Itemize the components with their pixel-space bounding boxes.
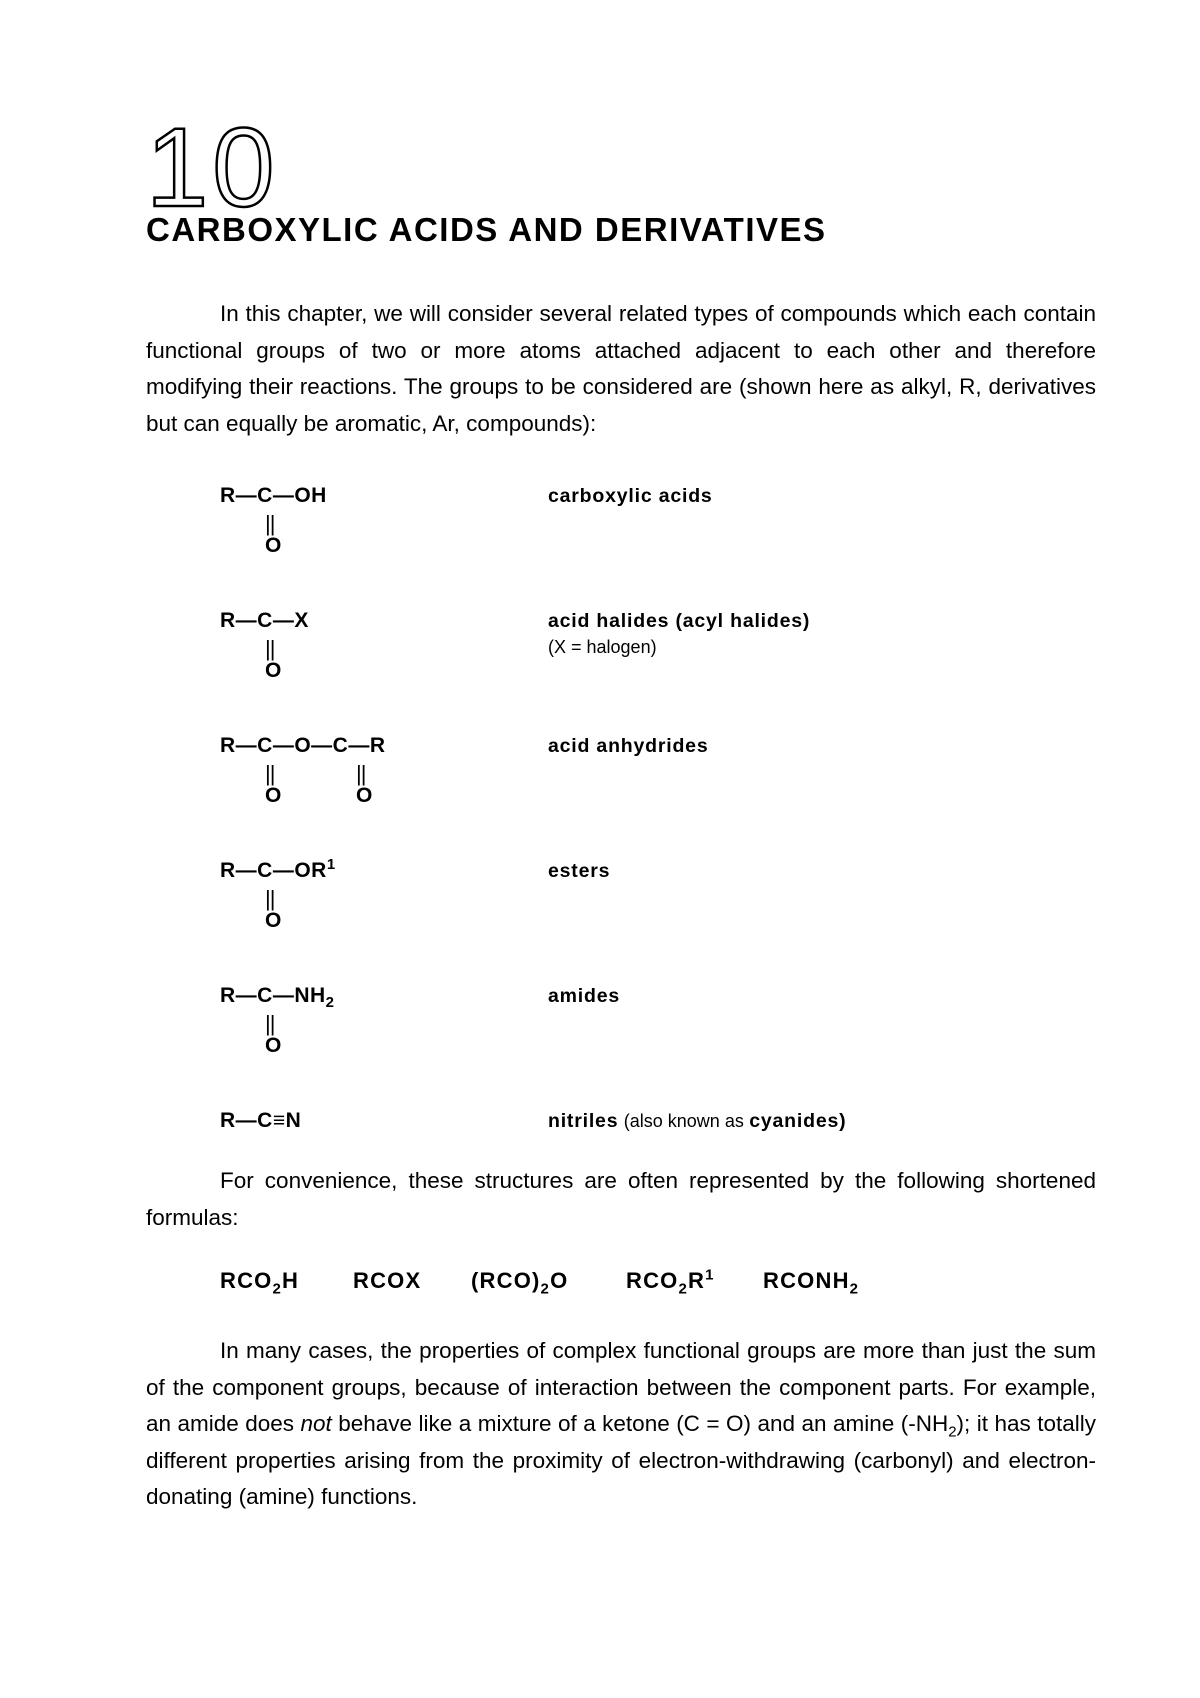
structure-formula: $R—C—OR^1$ — [220, 856, 336, 882]
carbonyl-oxygen: O — [265, 909, 282, 932]
compound-class-name: acid halides (acyl halides) — [548, 610, 811, 632]
label-carboxylic-acids — [548, 487, 713, 507]
double-bond: || — [265, 761, 275, 786]
double-bond: || — [265, 636, 275, 661]
structure-nitrile — [220, 1110, 301, 1131]
formula-acid-halide: RCOX — [353, 1268, 422, 1293]
structure-formula: R—C≡N — [220, 1109, 302, 1132]
compound-class-name: esters — [548, 860, 611, 882]
formula-acid-anhydride: $(RCO)_2O$ — [471, 1268, 569, 1298]
structure-acid-anhydride — [220, 734, 386, 807]
compound-class-alt-name: cyanides) — [749, 1110, 847, 1132]
compound-class-name: carboxylic acids — [548, 485, 713, 507]
carbonyl-oxygen: O — [265, 659, 282, 682]
formula-carboxylic-acid: $RCO_2H$ — [220, 1268, 300, 1298]
double-bond-2: || — [356, 761, 366, 786]
carbonyl-oxygen-2: O — [356, 784, 373, 807]
label-acid-anhydrides — [548, 737, 708, 757]
double-bond: || — [265, 886, 275, 911]
structure-carboxylic-acid — [220, 484, 327, 557]
structure-amide — [220, 984, 335, 1057]
structure-acid-halide — [220, 609, 309, 682]
formula-superscript: 1 — [326, 856, 336, 873]
compound-class-name: acid anhydrides — [548, 735, 709, 757]
structure-formula: R—C—O—C—R — [220, 734, 386, 757]
structure-formula: R—C—X — [220, 609, 309, 632]
convenience-paragraph: For convenience, these structures are often represented by the following shortened formulas: — [146, 1168, 1096, 1230]
properties-paragraph: In many cases, the properties of complex functional groups are more than just the sum of the component groups, because of interaction between the component parts. For example, an amide does not behave like a mixture of a ketone (C = O) and an amine $(-NH_2)$; it has totally different properties arising from the proximity of electron-withdrawing (carbonyl) and electron-donating (amine) functions. — [146, 1338, 1096, 1509]
double-bond: || — [265, 511, 275, 536]
chapter-number: 10 — [146, 105, 279, 230]
compound-class-aside: (also known as — [623, 1111, 744, 1131]
structure-formula: R—C—OH — [220, 484, 327, 507]
double-bond: || — [265, 1011, 275, 1036]
label-esters — [548, 862, 610, 882]
intro-paragraph: In this chapter, we will consider several related types of compounds which each contain functional groups of two or more atoms attached adjacent to each other and therefore modifying their reactions. The groups to be considered are (shown here as alkyl, R, derivatives but can equally be aromatic, Ar, compounds): — [146, 301, 1096, 436]
compound-class-name: nitriles — [548, 1110, 619, 1132]
formula-subscript: 2 — [325, 994, 335, 1012]
compound-class-note: (X = halogen) — [548, 636, 657, 657]
carbonyl-oxygen: O — [265, 534, 282, 557]
label-nitriles — [548, 1112, 846, 1132]
compound-class-name: amides — [548, 985, 621, 1007]
structure-formula: $R—C—NH_2$ — [220, 984, 335, 1012]
chapter-title: CARBOXYLIC ACIDS AND DERIVATIVES — [146, 211, 827, 248]
carbonyl-oxygen: O — [265, 784, 282, 807]
formula-ester: $RCO_2R^1$ — [626, 1266, 715, 1298]
emphasis-not: not — [300, 1411, 332, 1436]
carbonyl-oxygen: O — [265, 1034, 282, 1057]
label-amides — [548, 987, 620, 1007]
structure-ester — [220, 856, 336, 932]
label-acid-halides — [548, 612, 810, 656]
formula-amide: $RCONH_2$ — [763, 1268, 860, 1298]
